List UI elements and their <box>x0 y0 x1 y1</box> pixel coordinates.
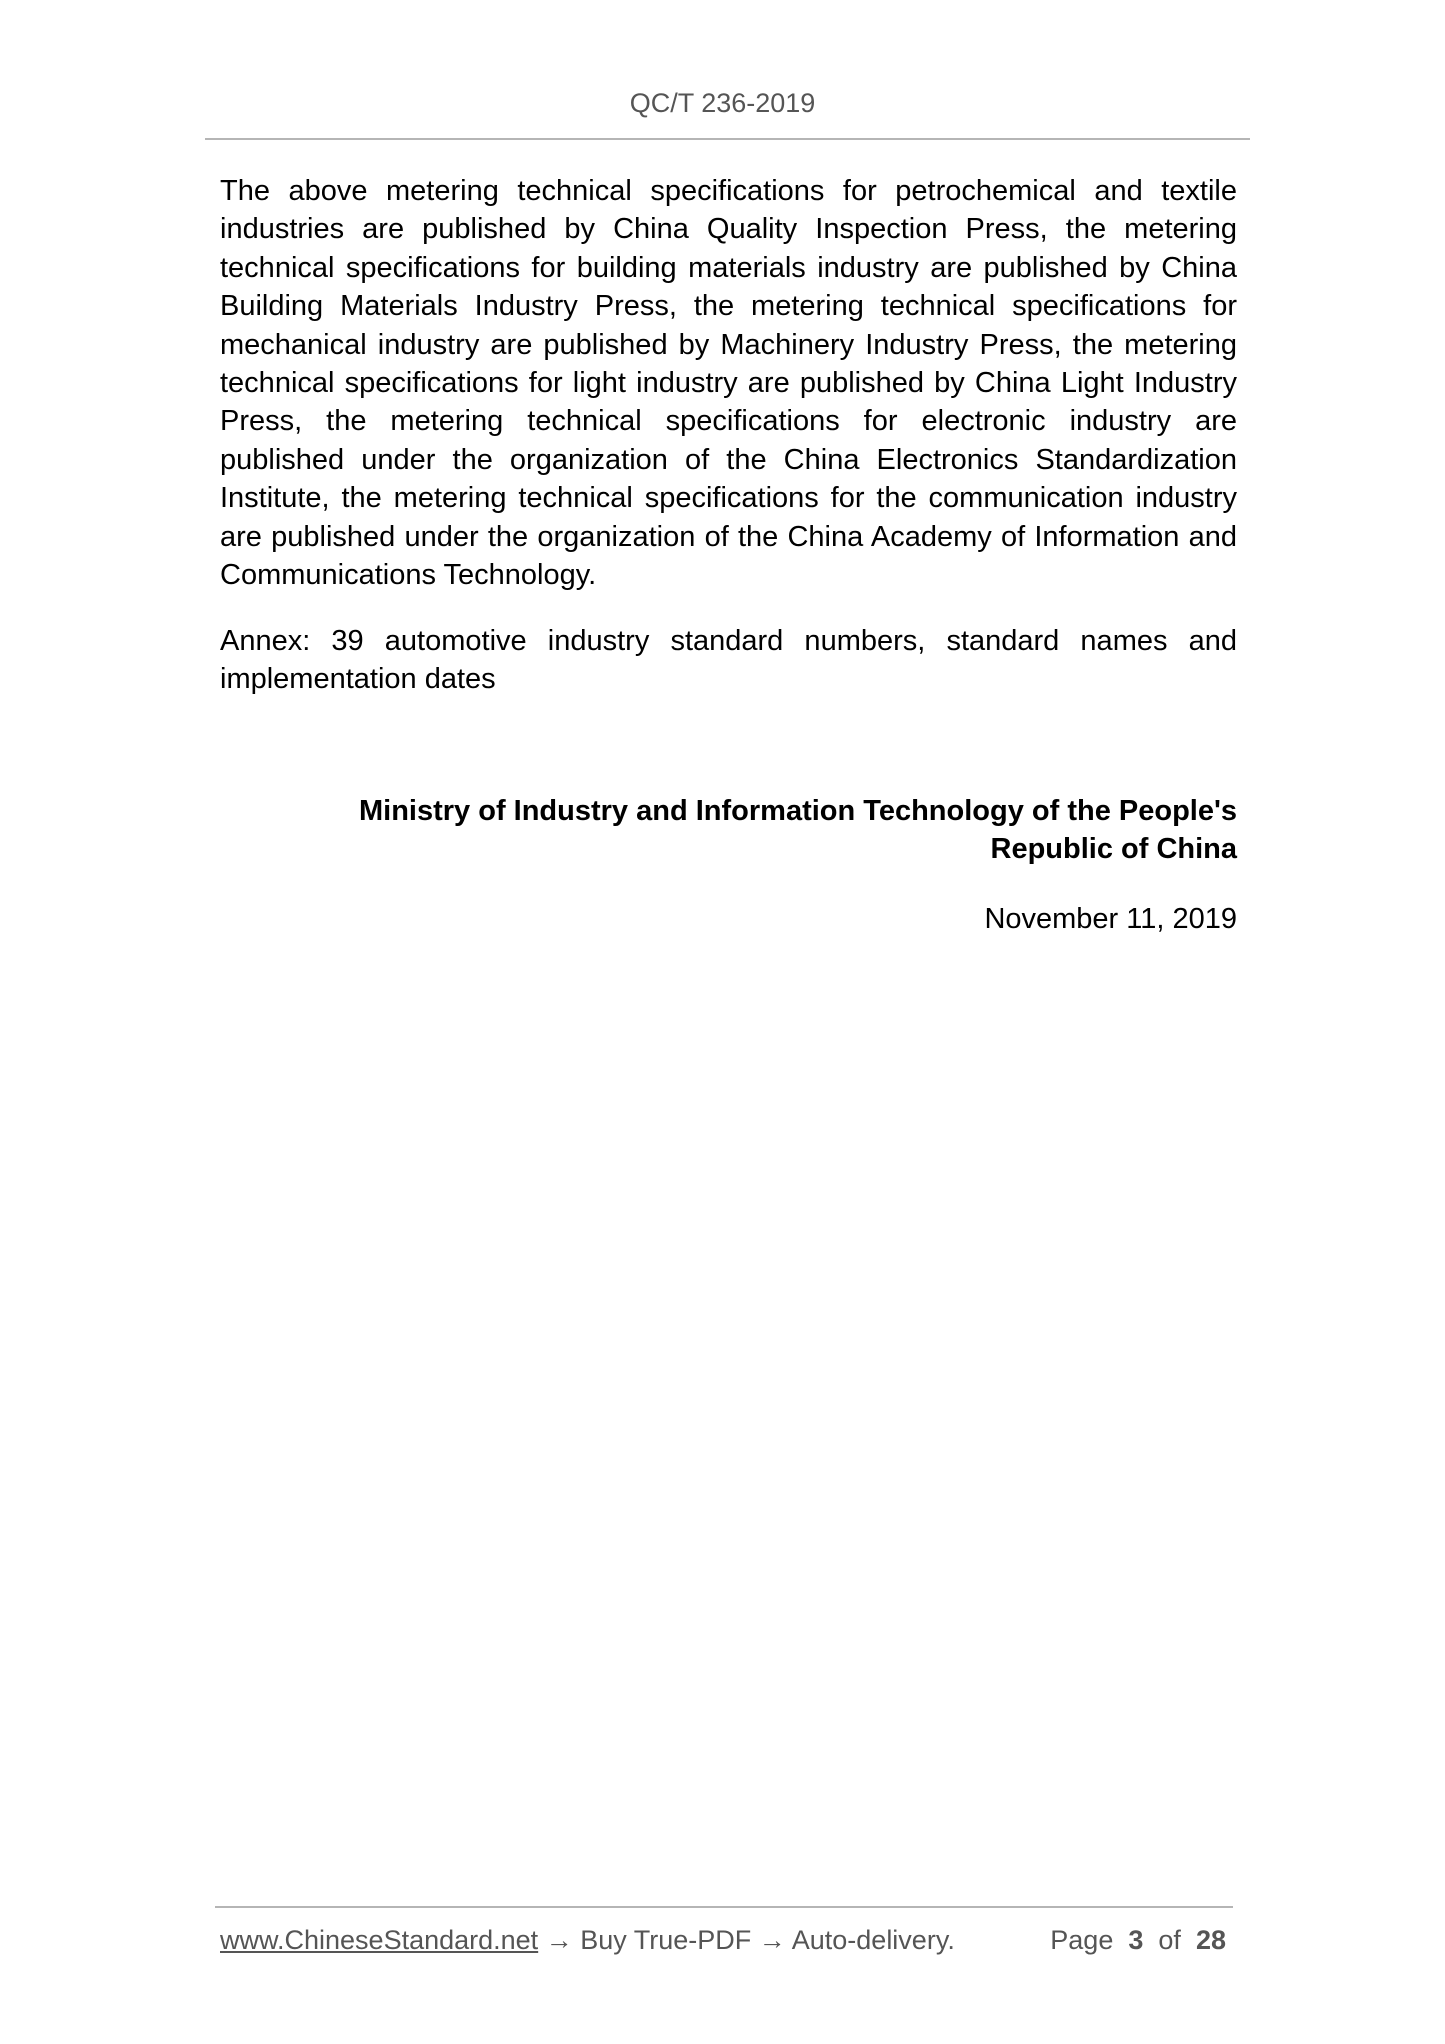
page-word: Page <box>1050 1925 1114 1955</box>
footer <box>220 1925 1232 1956</box>
page-indicator <box>1050 1925 1232 1956</box>
body-paragraph-1: The above metering technical specifications for petrochemical and textile industries are published by China Quality Inspection Press, the metering technical specifications for building materials industry are published by China Building Materials Industry Press, the metering technical specifications for mechanical industry are published by Machinery Industry Press, the metering technical specifications for light industry are published by China Light Industry Press, the metering technical specifications for electronic industry are published under the organization of the China Electronics Standardization Institute, the metering technical specifications for the communication industry are published under the organization of the China Academy of Information and Communications Technology. <box>220 175 1237 592</box>
footer-divider <box>215 1906 1233 1908</box>
current-page-number: 3 <box>1128 1925 1144 1955</box>
header-divider <box>205 138 1250 140</box>
footer-tagline: → Buy True-PDF → Auto-delivery. <box>538 1925 955 1955</box>
of-word: of <box>1158 1925 1181 1955</box>
total-pages-number: 28 <box>1195 1925 1226 1955</box>
signature-line-1: Ministry of Industry and Information Technology of the People's <box>358 795 1237 827</box>
body-paragraph-annex: Annex: 39 automotive industry standard numbers, standard names and implementation dates <box>220 625 1237 696</box>
header-standard-code: QC/T 236-2019 <box>629 88 816 118</box>
signature-ministry <box>277 792 1237 869</box>
website-link[interactable]: www.ChineseStandard.net <box>220 1925 539 1955</box>
signature-line-2: Republic of China <box>990 833 1237 866</box>
footer-left <box>220 1925 955 1956</box>
issue-date: November 11, 2019 <box>984 903 1237 935</box>
